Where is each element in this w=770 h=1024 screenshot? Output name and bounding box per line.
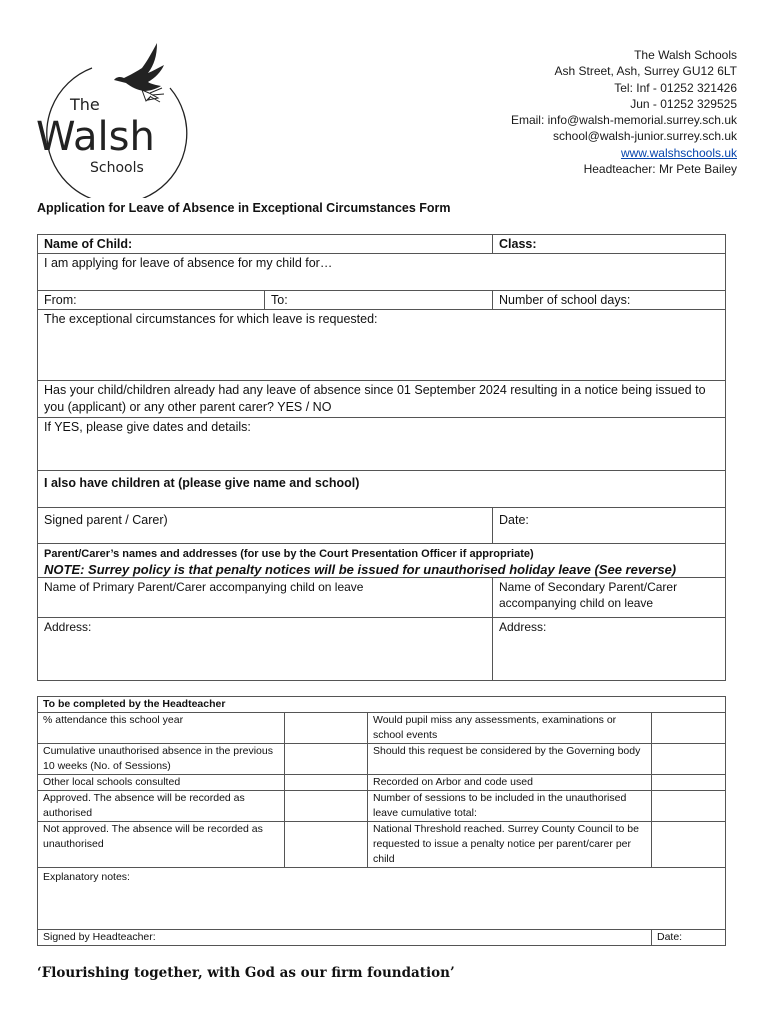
form-title: Application for Leave of Absence in Exceptional Circumstances Form	[37, 201, 451, 215]
logo-the: The	[70, 95, 100, 114]
logo-walsh: Walsh	[36, 114, 155, 160]
headteacher-signature-field[interactable]: Signed by Headteacher:	[38, 930, 652, 946]
address-line: Email: info@walsh-memorial.surrey.sch.uk	[510, 113, 737, 128]
school-logo	[30, 38, 190, 198]
parent-signature-field[interactable]: Signed parent / Carer)	[38, 508, 493, 544]
penalty-note: NOTE: Surrey policy is that penalty notices will be issued for unauthorised holiday leave (See reverse)	[44, 562, 677, 577]
governing-body-value[interactable]	[652, 744, 726, 775]
schools-consulted-value[interactable]	[285, 775, 368, 791]
logo-graphic	[30, 38, 190, 198]
logo-schools: Schools	[90, 160, 144, 176]
headteacher-section	[37, 696, 726, 946]
threshold-label: National Threshold reached. Surrey County Council to be requested to issue a penalty notice per parent/carer per child	[368, 822, 652, 868]
address-line: The Walsh Schools	[634, 48, 737, 62]
court-heading: Parent/Carer’s names and addresses (for use by the Court Presentation Officer if appropriate)	[44, 548, 534, 560]
threshold-value[interactable]	[652, 822, 726, 868]
dove-icon	[114, 43, 164, 102]
applying-statement: I am applying for leave of absence for my child for…	[38, 254, 726, 291]
primary-carer-field[interactable]: Name of Primary Parent/Carer accompanying child on leave	[38, 578, 493, 618]
parent-date-field[interactable]: Date:	[493, 508, 726, 544]
attendance-value[interactable]	[285, 713, 368, 744]
school-days-field[interactable]: Number of school days:	[493, 291, 726, 310]
sessions-label: Number of sessions to be included in the unauthorised leave cumulative total:	[368, 791, 652, 822]
headteacher-date-field[interactable]: Date:	[652, 930, 726, 946]
website-link[interactable]: www.walshschools.uk	[620, 145, 737, 160]
secondary-carer-field[interactable]: Name of Secondary Parent/Carer accompanying child on leave	[493, 578, 726, 618]
sessions-value[interactable]	[652, 791, 726, 822]
not-approved-label: Not approved. The absence will be recorded as unauthorised	[38, 822, 285, 868]
address-line: Jun - 01252 329525	[630, 96, 737, 111]
assessments-value[interactable]	[652, 713, 726, 744]
governing-body-label: Should this request be considered by the Governing body	[368, 744, 652, 775]
name-of-child-field[interactable]: Name of Child:	[38, 235, 493, 254]
circumstances-field[interactable]: The exceptional circumstances for which leave is requested:	[38, 310, 726, 381]
primary-address-field[interactable]: Address:	[38, 618, 493, 681]
attendance-label: % attendance this school year	[38, 713, 285, 744]
to-date-field[interactable]: To:	[265, 291, 493, 310]
from-date-field[interactable]: From:	[38, 291, 265, 310]
address-line: Ash Street, Ash, Surrey GU12 6LT	[554, 64, 737, 79]
secondary-address-field[interactable]: Address:	[493, 618, 726, 681]
assessments-label: Would pupil miss any assessments, examinations or school events	[368, 713, 652, 744]
address-line: Tel: Inf - 01252 321426	[614, 80, 737, 95]
arbor-value[interactable]	[652, 775, 726, 791]
school-motto: ‘Flourishing together, with God as our firm foundation’	[37, 965, 455, 981]
address-line: school@walsh-junior.surrey.sch.uk	[552, 129, 737, 144]
cumulative-absence-label: Cumulative unauthorised absence in the previous 10 weeks (No. of Sessions)	[38, 744, 285, 775]
application-form	[37, 234, 726, 681]
headteacher-heading: To be completed by the Headteacher	[38, 697, 726, 713]
if-yes-details-field[interactable]: If YES, please give dates and details:	[38, 418, 726, 471]
approved-value[interactable]	[285, 791, 368, 822]
cumulative-absence-value[interactable]	[285, 744, 368, 775]
headteacher-name: Headteacher: Mr Pete Bailey	[583, 162, 737, 177]
not-approved-value[interactable]	[285, 822, 368, 868]
approved-label: Approved. The absence will be recorded as authorised	[38, 791, 285, 822]
schools-consulted-label: Other local schools consulted	[38, 775, 285, 791]
school-address	[377, 47, 737, 177]
other-children-field[interactable]: I also have children at (please give name and school)	[38, 471, 726, 508]
explanatory-notes-field[interactable]: Explanatory notes:	[38, 868, 726, 930]
class-field[interactable]: Class:	[493, 235, 726, 254]
arbor-label: Recorded on Arbor and code used	[368, 775, 652, 791]
previous-leave-question[interactable]: Has your child/children already had any leave of absence since 01 September 2024 resulting in a notice being issued to you (applicant) or any other parent carer? YES / NO	[38, 381, 726, 418]
